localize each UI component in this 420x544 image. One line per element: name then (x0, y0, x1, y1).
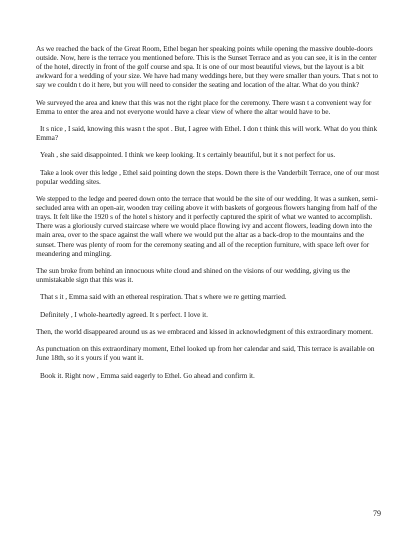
paragraph: That s it , Emma said with an ethereal respiration. That s where we re getting married. (40, 292, 287, 302)
paragraph: It s nice , I said, knowing this wasn t the spot . But, I agree with Ethel. I don t think this will work. What do you think Emma? (36, 124, 378, 143)
page-number: 79 (373, 509, 381, 518)
paragraph: As we reached the back of the Great Room, Ethel began her speaking points while opening the massive double-doors outside. Now, here is the terrace you mentioned before. This is the Sunset Terrace and as you can see, it is in the center of the hotel, directly in front of the golf course and spa. It is one of our most beautiful views, but the layout is a bit awkward for a wedding of your size. We have had many weddings here, but they were smaller than yours. That s not to say we couldn t do it here, but you will need to consider the seating and location of the altar. What do you think? (36, 44, 379, 90)
paragraph: Yeah , she said disappointed. I think we keep looking. It s certainly beautiful, but it s not perfect for us. (40, 150, 336, 160)
paragraph: Take a look over this ledge , Ethel said pointing down the steps. Down there is the Vanderbilt Terrace, one of our most popular wedding sites. (36, 167, 380, 186)
paragraph: Definitely , I whole-heartedly agreed. It s perfect. I love it. (40, 309, 208, 319)
paragraph: We surveyed the area and knew that this was not the right place for the ceremony. There wasn t a convenient way for Emma to enter the area and not everyone would have a clear view of where the altar would have to be. (36, 97, 372, 116)
paragraph: We stepped to the ledge and peered down onto the terrace that would be the site of our wedding. It was a sunken, semi-secluded area with an open-air, wooden tray ceiling above it with baskets of gorgeous flowers hanging from half of the trays. It felt like the 1920 s of the hotel s history and it perfectly captured the spirit of what we wanted to accomplish. There was a gloriously curved staircase where we would place flowing ivy and accent flowers, leading down into the main area, over to the space against the wall where we would put the altar as a back-drop to the mountains and the sunset. There was plenty of room for the ceremony seating and all of the reception furniture, with space left over for meandering and mingling. (36, 194, 378, 258)
paragraph: As punctuation on this extraordinary moment, Ethel looked up from her calendar and said, This terrace is available on June 18th, so it s yours if you want it. (36, 344, 375, 363)
paragraph: The sun broke from behind an innocuous white cloud and shined on the visions of our wedding, giving us the unmistakable sign that this was it. (36, 265, 351, 284)
body-text (36, 44, 382, 388)
paragraph: Then, the world disappeared around us as we embraced and kissed in acknowledgment of this extraordinary moment. (36, 326, 373, 336)
paragraph: Book it. Right now , Emma said eagerly to Ethel. Go ahead and confirm it. (40, 370, 255, 380)
